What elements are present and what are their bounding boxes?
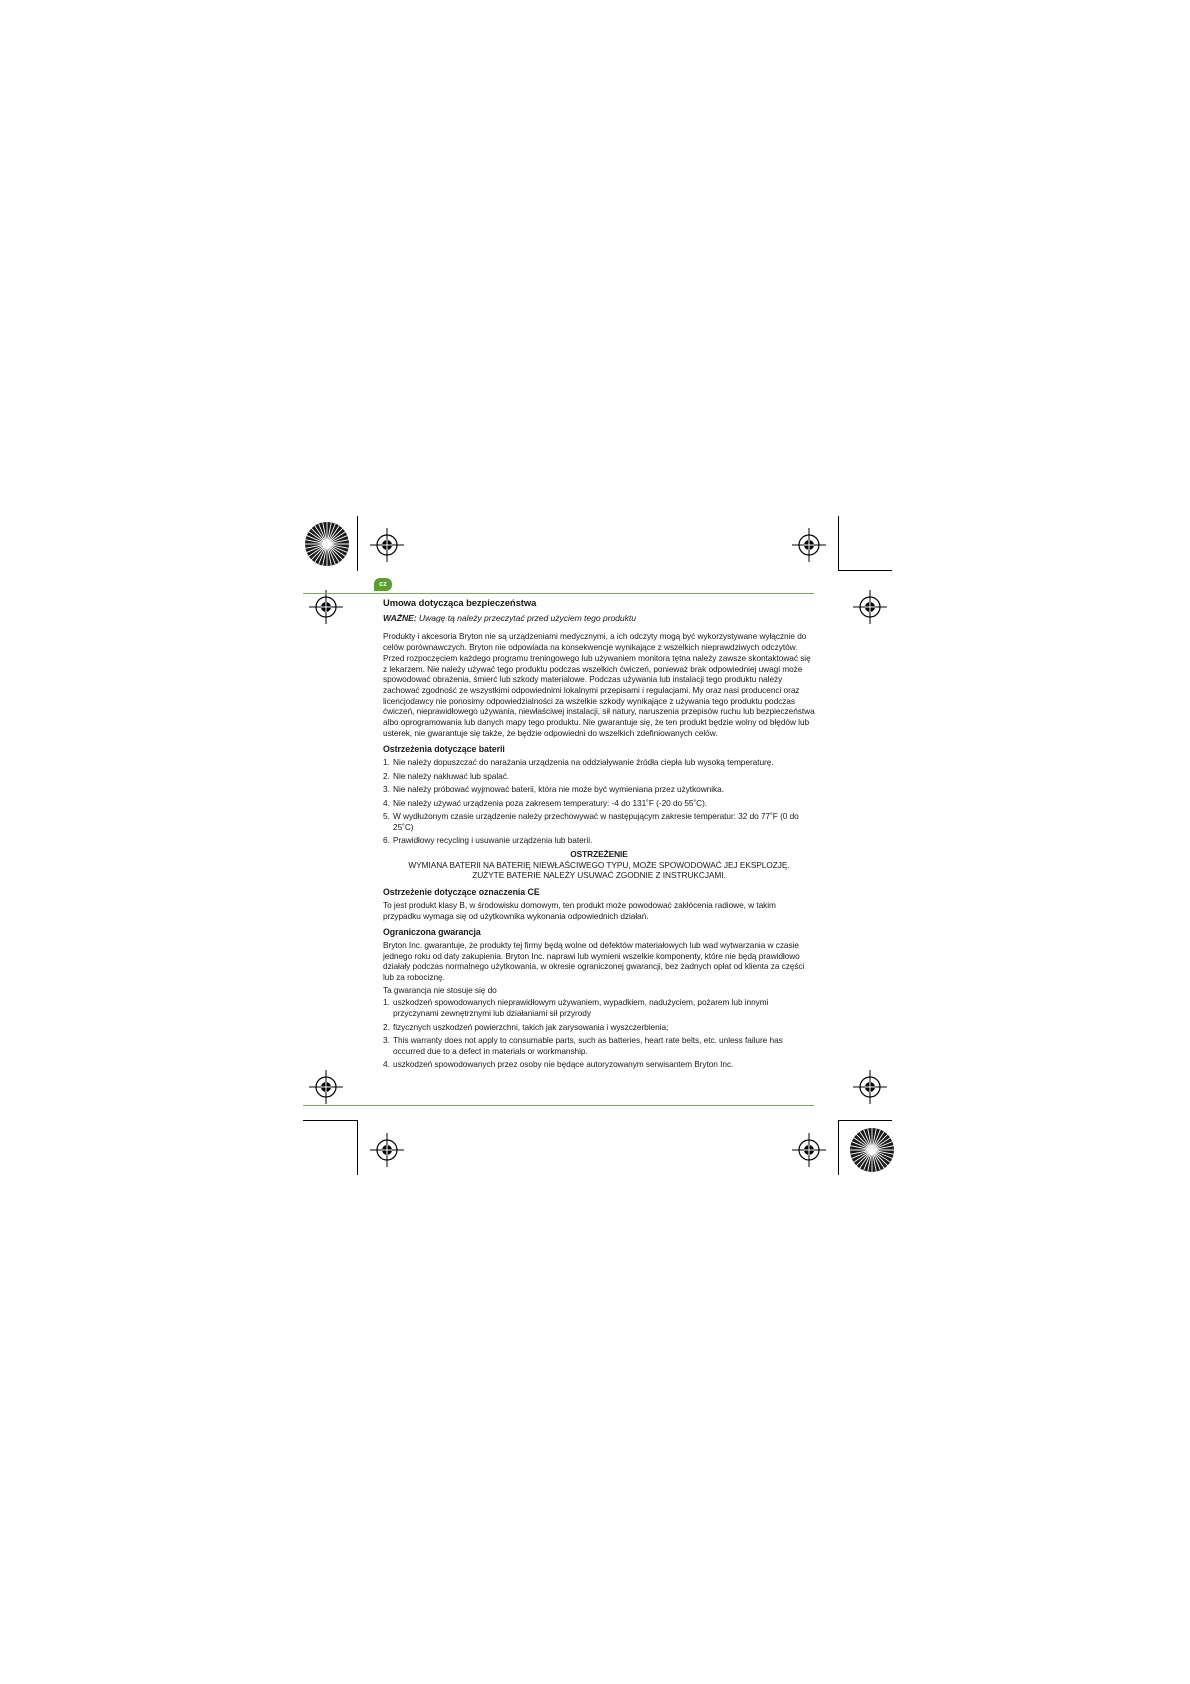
trim-line: [303, 1120, 358, 1121]
important-text: Uwagę tą należy przeczytać przed użyciem tego produktu: [416, 612, 636, 623]
list-item: 1. Nie należy dopuszczać do narażania urządzenia na oddziaływanie źródła ciepła lub wysoką temperaturę.: [383, 757, 774, 768]
trim-line: [838, 516, 839, 571]
document-body: [383, 598, 815, 1073]
registration-mark-icon: [309, 1070, 343, 1104]
battery-list: [383, 757, 815, 846]
warranty-exclusions-intro: Ta gwarancja nie stosuje się do: [383, 984, 497, 995]
language-badge-icon: cz: [374, 578, 392, 591]
intro-paragraph: Produkty i akcesoria Bryton nie są urządzeniami medycznymi, a ich odczyty mogą być wykorzystywane wyłącznie do celów porównawczych. Bryton nie odpowiada na konsekwencje wynikające z wszelkich nieprawdziwych odczytów. Przed rozpoczęciem każdego programu treningowego lub używaniem monitora tętna należy zawsze skontaktować się z lekarzem. Nie należy używać tego produktu podczas wszelkich ćwiczeń, ponieważ brak odpowiedniej uwagi może spowodować obrażenia, śmierć lub szkody materialowe. Podczas używania lub instalacji tego produktu należy zachować zgodność ze wszystkimi odpowiednimi lokalnymi przepisami i regulacjami. My oraz nasi producenci oraz licencjodawcy nie ponosimy odpowiedzialności za wszelkie szkody wynikające z używania tego produktu podczas ćwiczeń, nieprawidłowego używania, niewłaściwej instalacji, sił natury, naruszenia przepisów ruchu lub bezpieczeństwa albo oprogramowania lub danych mapy tego produktu. Nie gwarantuje się, że ten produkt będzie wolny od błędów lub usterek, nie gwarantuje się także, że będzie odpowiedni do wszelkich zdefiniowanych celów.: [383, 631, 815, 738]
registration-mark-icon: [370, 1133, 404, 1167]
ce-heading: Ostrzeżenie dotyczące oznaczenia CE: [383, 887, 540, 898]
ce-paragraph: To jest produkt klasy B, w środowisku domowym, ten produkt może powodować zakłócenia radiowe, w takim przypadku wymaga się od użytkownika wykonania odpowiednich działań.: [383, 899, 776, 921]
warning-line: WYMIANA BATERII NA BATERIĘ NIEWŁAŚCIWEGO TYPU, MOŻE SPOWODOWAĆ JEJ EKSPLOZJĘ.: [408, 859, 790, 870]
important-label: WAŻNE:: [383, 612, 417, 623]
warning-line: ZUŻYTE BATERIE NALEŻY USUWAĆ ZGODNIE Z INSTRUKCJAMI.: [472, 870, 726, 881]
list-item: 3. This warranty does not apply to consumable parts, such as batteries, heart rate belts, etc. unless failure has occurred due to a defect in materials or workmanship.: [383, 1035, 783, 1056]
registration-mark-icon: [853, 590, 887, 624]
registration-mark-icon: [792, 1133, 826, 1167]
list-item: 3. Nie należy próbować wyjmować baterii, która nie może być wymieniana przez użytkownika.: [383, 784, 724, 795]
warranty-paragraph: Bryton Inc. gwarantuje, że produkty tej firmy będą wolne od defektów materiałowych lub wad wytwarzania w czasie jednego roku od daty zakupienia. Bryton Inc. naprawi lub wymieni wszelkie komponenty, które nie będą prawidłowo działały podczas normalnego użytkowania, w okresie ograniczonej gwarancji, bez żadnych opłat od klienta za części lub za robociznę.: [383, 939, 805, 983]
important-note: [383, 613, 815, 624]
list-item: 4. uszkodzeń spowodowanych przez osoby nie będące autoryzowanym serwisantem Bryton Inc.: [383, 1059, 734, 1070]
trim-line: [838, 1120, 892, 1121]
trim-line: [838, 1120, 839, 1175]
warranty-heading: Ograniczona gwarancja: [383, 927, 481, 938]
registration-mark-icon: [370, 528, 404, 562]
registration-mark-icon: [853, 1070, 887, 1104]
list-item: 4. Nie należy używać urządzenia poza zakresem temperatury: -4 do 131˚F (-20 do 55˚C).: [383, 797, 708, 808]
top-divider: [303, 593, 814, 594]
registration-mark-icon: [309, 590, 343, 624]
list-item: 5. W wydłużonym czasie urządzenie należy przechowywać w następującym zakresie temperatur: 32 do 77˚F (0 do 25˚C): [383, 811, 799, 832]
trim-line: [357, 516, 358, 571]
list-item: 2. fizycznych uszkodzeń powierzchni, takich jak zarysowania i wyszczerbienia;: [383, 1021, 669, 1032]
list-item: 2. Nie należy nakłuwać lub spalać.: [383, 770, 510, 781]
battery-warning: [383, 849, 815, 881]
battery-heading: Ostrzeżenia dotyczące baterii: [383, 744, 505, 755]
color-target-icon: [849, 1127, 895, 1173]
list-item: 6. Prawidłowy recycling i usuwanie urządzenia lub baterii.: [383, 835, 593, 846]
registration-mark-icon: [792, 528, 826, 562]
bottom-divider: [303, 1105, 814, 1106]
trim-line: [357, 1120, 358, 1175]
warning-title: OSTRZEŻENIE: [570, 849, 628, 860]
trim-line: [838, 570, 892, 571]
color-target-icon: [304, 521, 350, 567]
page-title: Umowa dotycząca bezpieczeństwa: [383, 597, 537, 608]
warranty-list: [383, 997, 815, 1070]
list-item: 1. uszkodzeń spowodowanych nieprawidłowym używaniem, wypadkiem, nadużyciem, pożarem lub innymi przyczynami zewnętrznymi lub działaniami sił przyrody: [383, 997, 769, 1019]
